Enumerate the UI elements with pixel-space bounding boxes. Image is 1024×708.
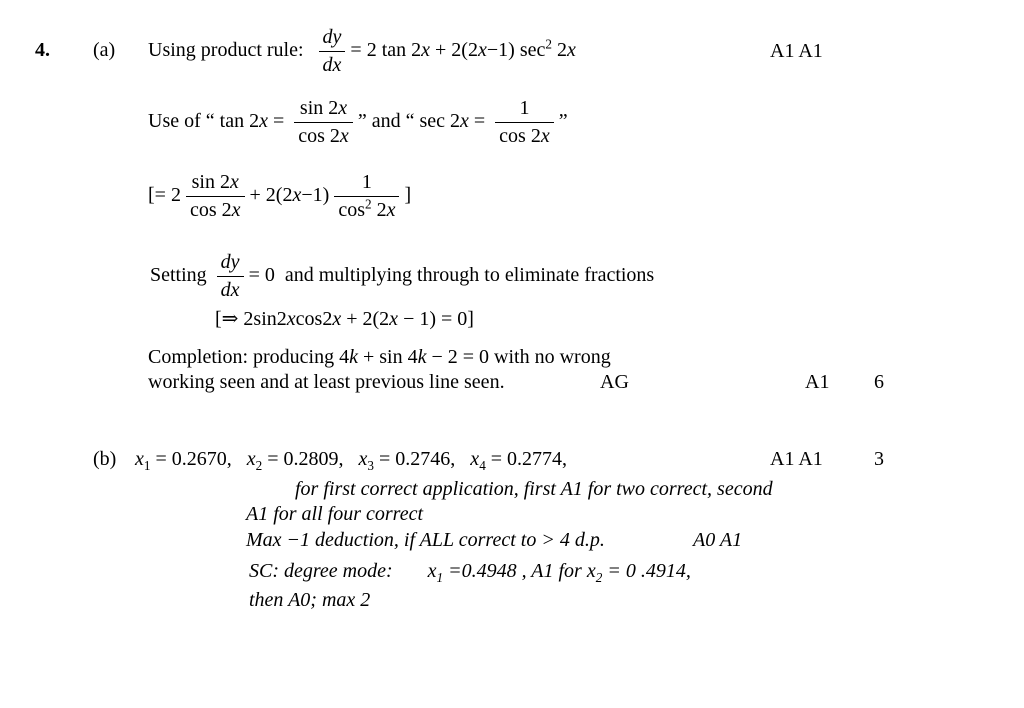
part-b-label: (b): [93, 448, 117, 470]
part-a-derivative-equation: Using product rule: $\frac{dy}{dx}$ = 2 tan 2x + 2(2x−1) $\sec^2 2x$: [148, 26, 576, 76]
part-a-substituted-expression: [= 2 $\frac{\sin 2x}{\cos 2x}$ + 2(2x−1) $\frac{1}{\cos^2 2x}$ ]: [148, 171, 412, 221]
fraction: $\frac{1}{\cos^2 2x}$: [334, 171, 399, 222]
part-a-line7-marks: A1: [805, 371, 830, 393]
part-a-setting-zero-line: Setting $\frac{dy}{dx}$ = 0 and multiplying through to eliminate fractions: [150, 251, 655, 301]
part-b-note-max-deduction: Max −1 deduction, if ALL correct to > 4 d.p.: [246, 529, 605, 551]
part-a-eliminated-fractions-line: [⇒ 2sin2xcos2x + 2(2x − 1) = 0]: [215, 308, 474, 330]
fraction: $\frac{\sin 2x}{\cos 2x}$: [186, 171, 245, 222]
part-b-total-marks: 3: [874, 448, 884, 470]
answer-given-label: AG: [600, 371, 629, 393]
part-b-iteration-values: $x_1 = 0.2670$, $x_2 = 0.2809$, $x_3 = 0.2746$, $x_4 = 0.2774$,: [135, 448, 568, 473]
part-a-line1-marks: A1 A1: [770, 40, 823, 62]
part-b-marks: A1 A1: [770, 448, 823, 470]
part-b-note-special-case: SC: degree mode: $x_1 =0.4948$ , A1 for $x_2 = 0$ .4914,: [249, 560, 691, 585]
part-b-note-max-deduction-marks: A0 A1: [693, 529, 743, 551]
part-b-note-then-a0: then A0; max 2: [249, 589, 371, 611]
part-b-note-application: for first correct application, first A1 for two correct, second: [295, 478, 773, 500]
part-a-completion-line1: Completion: producing 4k + sin 4k − 2 = 0 with no wrong: [148, 346, 611, 368]
fraction: $\frac{dy}{dx}$: [217, 251, 244, 302]
part-a-label: (a): [93, 39, 116, 61]
fraction: $\frac{dy}{dx}$: [319, 26, 346, 77]
part-b-note-all-four: A1 for all four correct: [246, 503, 424, 525]
fraction: $\frac{\sin 2x}{\cos 2x}$: [294, 97, 353, 148]
question-number: 4.: [35, 39, 50, 61]
fraction: $\frac{1}{\cos 2x}$: [495, 97, 554, 148]
part-a-completion-line2: working seen and at least previous line seen.: [148, 371, 505, 393]
part-a-total-marks: 6: [874, 371, 884, 393]
part-a-identity-line: Use of “ tan 2x = $\frac{\sin 2x}{\cos 2x}$ ” and “ sec 2x = $\frac{1}{\cos 2x}$ ”: [148, 97, 568, 147]
